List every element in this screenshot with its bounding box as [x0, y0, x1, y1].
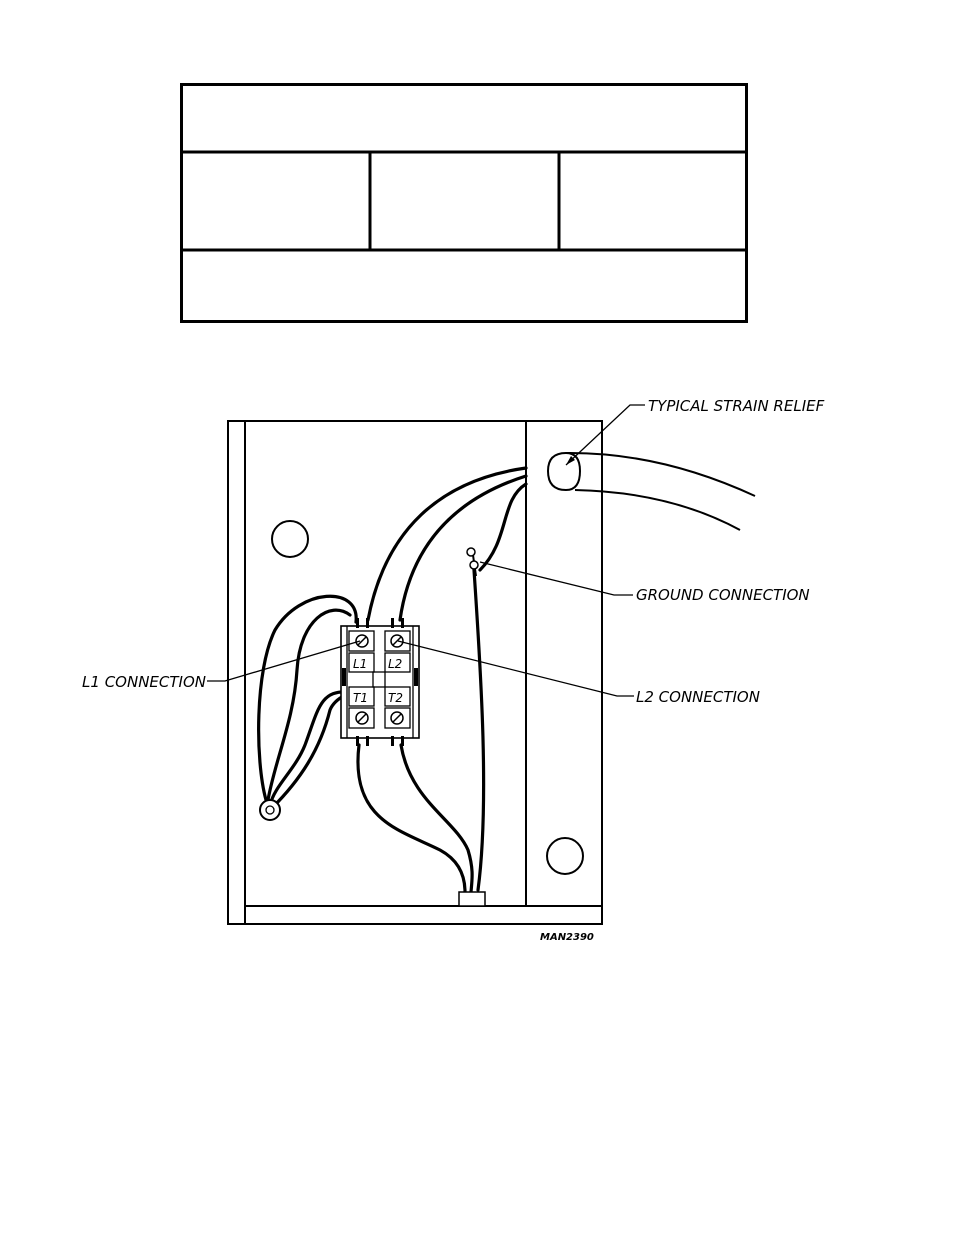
callout-ground-connection: GROUND CONNECTION	[636, 586, 810, 604]
screw-t1	[356, 712, 368, 724]
drawing-number: MAN2390	[540, 932, 594, 943]
callout-l1-connection: L1 CONNECTION	[82, 673, 206, 691]
screw-t2	[391, 712, 403, 724]
mounting-hole-bottom	[547, 838, 583, 874]
callout-l2-connection: L2 CONNECTION	[636, 688, 760, 706]
wire-l2-supply	[400, 476, 526, 620]
leader-l1	[207, 641, 360, 681]
wire-l1-supply	[368, 468, 526, 620]
terminal-label-l1: L1	[353, 657, 368, 671]
strain-relief	[548, 453, 755, 530]
contactor	[341, 618, 419, 746]
ground-lug	[467, 548, 478, 576]
screw-l2	[391, 635, 403, 647]
leader-strain-relief	[566, 405, 645, 465]
leader-l2	[398, 641, 634, 696]
wiring-diagram	[0, 380, 954, 960]
header-table	[180, 83, 748, 323]
wire-t1-bottom	[358, 745, 465, 892]
mounting-hole-top	[272, 521, 308, 557]
terminal-label-t1: T1	[353, 691, 368, 705]
wire-ground-supply	[480, 484, 526, 570]
left-bushing	[260, 800, 280, 820]
terminal-label-l2: L2	[388, 657, 403, 671]
bottom-bushing	[459, 892, 485, 906]
terminal-label-t2: T2	[388, 691, 403, 705]
callout-strain-relief: TYPICAL STRAIN RELIEF	[648, 397, 825, 415]
header-table-border	[182, 85, 747, 322]
wire-ground	[474, 570, 484, 890]
leader-ground	[480, 562, 633, 595]
wire-loop-inner	[268, 610, 350, 800]
